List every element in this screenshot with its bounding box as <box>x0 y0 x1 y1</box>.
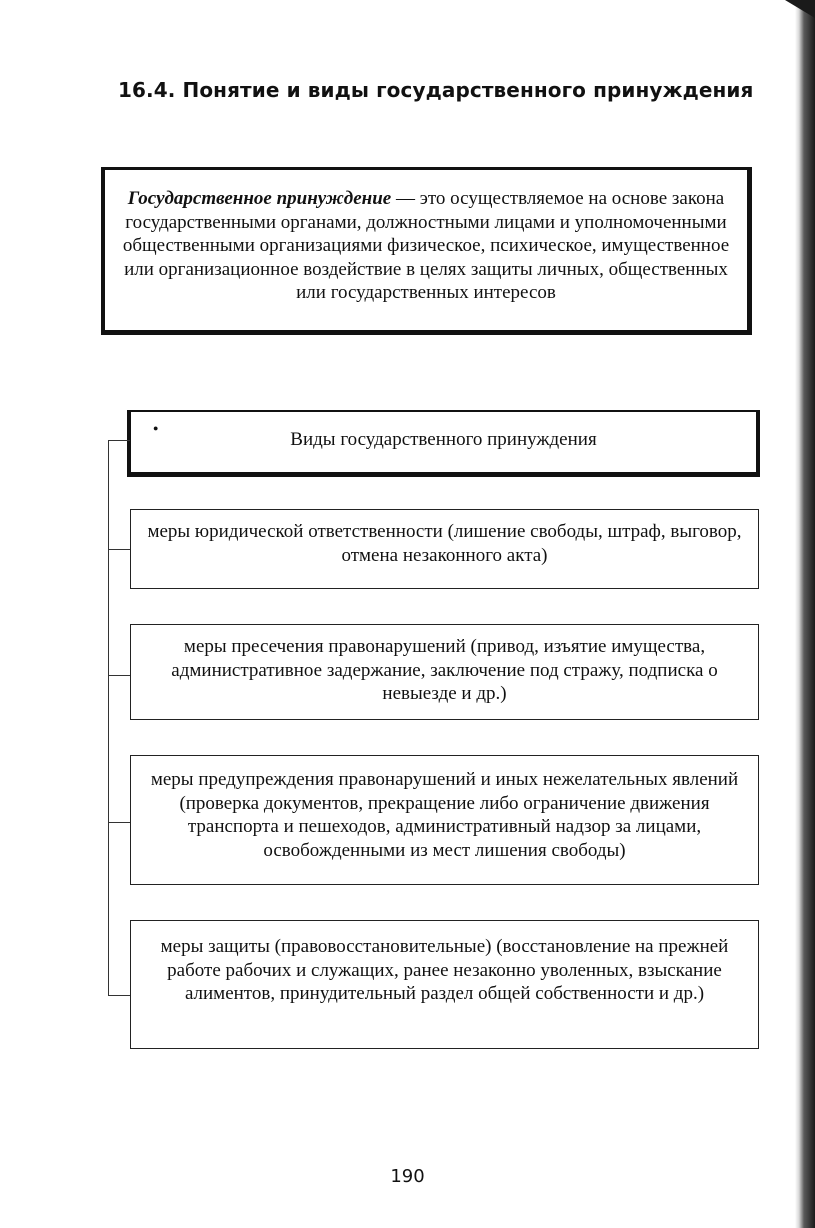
connector-branch-1 <box>108 549 130 550</box>
page-corner-fold <box>785 0 815 18</box>
page-number: 190 <box>390 1166 425 1187</box>
definition-text: — это осуществляемое на основе закона государственными органами, должностными лицами и уполномоченными общественными организациями физическое, психическое, имущественное или организационное воздействие в целях защиты личных, общественных или государственных интересов <box>122 188 730 303</box>
section-heading: 16.4. Понятие и виды государственного принуждения <box>118 78 754 102</box>
definition-term: Государственное принуждение <box>127 188 392 209</box>
bullet-dot-icon: ● <box>153 423 159 433</box>
connector-branch-4 <box>108 995 130 996</box>
type-box-suppression: меры пресечения правонарушений (привод, изъятие имущества, административное задержание, заключение под стражу, подписка о невыезде и др.) <box>130 624 759 720</box>
types-title-box <box>127 410 760 477</box>
type-box-prevention: меры предупреждения правонарушений и иных нежелательных явлений (проверка документов, прекращение либо ограничение движения транспорта и пешеходов, административный надзор за лицами, освобожденными из мест лишения свободы) <box>130 755 759 885</box>
type-box-liability: меры юридической ответственности (лишение свободы, штраф, выговор, отмена незаконного акта) <box>130 509 759 589</box>
connector-branch-2 <box>108 675 130 676</box>
types-title: Виды государственного принуждения <box>290 429 597 450</box>
page-edge-shadow <box>795 0 815 1228</box>
connector-branch-3 <box>108 822 130 823</box>
type-box-protection: меры защиты (правовосстановительные) (восстановление на прежней работе рабочих и служащих, ранее незаконно уволенных, взыскание алиментов, принудительный раздел общей собственности и др.) <box>130 920 759 1049</box>
definition-box <box>101 167 752 335</box>
connector-trunk <box>108 440 109 996</box>
connector-branch-title <box>108 440 130 441</box>
